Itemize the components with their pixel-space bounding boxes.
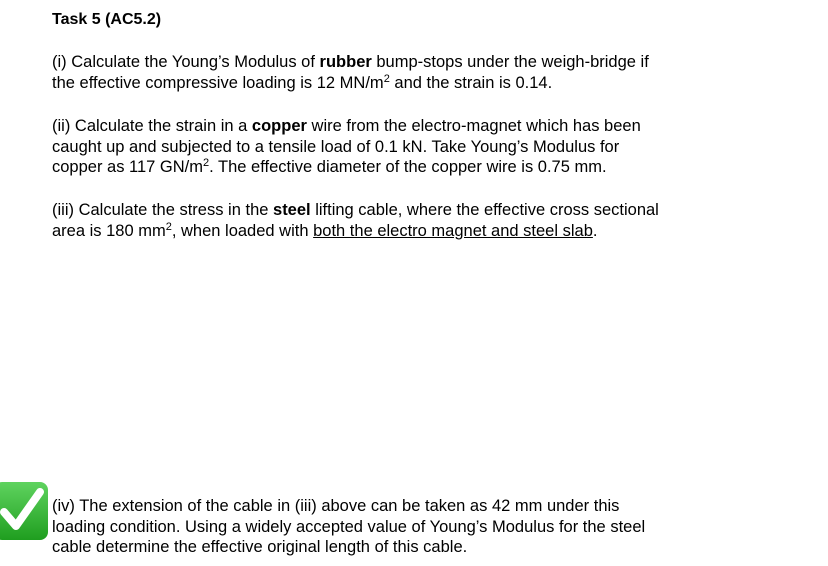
question-ii: (ii) Calculate the strain in a copper wire from the electro-magnet which has been caught up and subjected to a tensile load of 0.1 kN. Take Young’s Modulus for copper as 117 $GN/m^2$. The effective diameter of the copper wire is 0.75 mm. [52, 117, 641, 176]
material-copper: copper [251, 117, 307, 135]
question-iii: (iii) Calculate the stress in the steel lifting cable, where the effective cross sectional area is 180 $mm^2$, when loaded with both the electro magnet and steel slab. [52, 201, 659, 240]
check-mark-icon [0, 478, 50, 544]
material-steel: steel [273, 201, 311, 219]
task-title: Task 5 (AC5.2) [52, 11, 162, 28]
underlined-phrase: both the electro magnet and steel slab [313, 221, 593, 240]
question-i: (i) Calculate the Young’s Modulus of rubber bump-stops under the weigh-bridge if the effective compressive loading is 12 $MN/m^2$ and the strain is 0.14. [52, 53, 649, 92]
question-iv: (iv) The extension of the cable in (iii) above can be taken as 42 mm under this loading condition. Using a widely accepted value of Young’s Modulus for the steel cable determine the effective original length of this cable. [52, 497, 646, 556]
material-rubber: rubber [319, 53, 372, 71]
